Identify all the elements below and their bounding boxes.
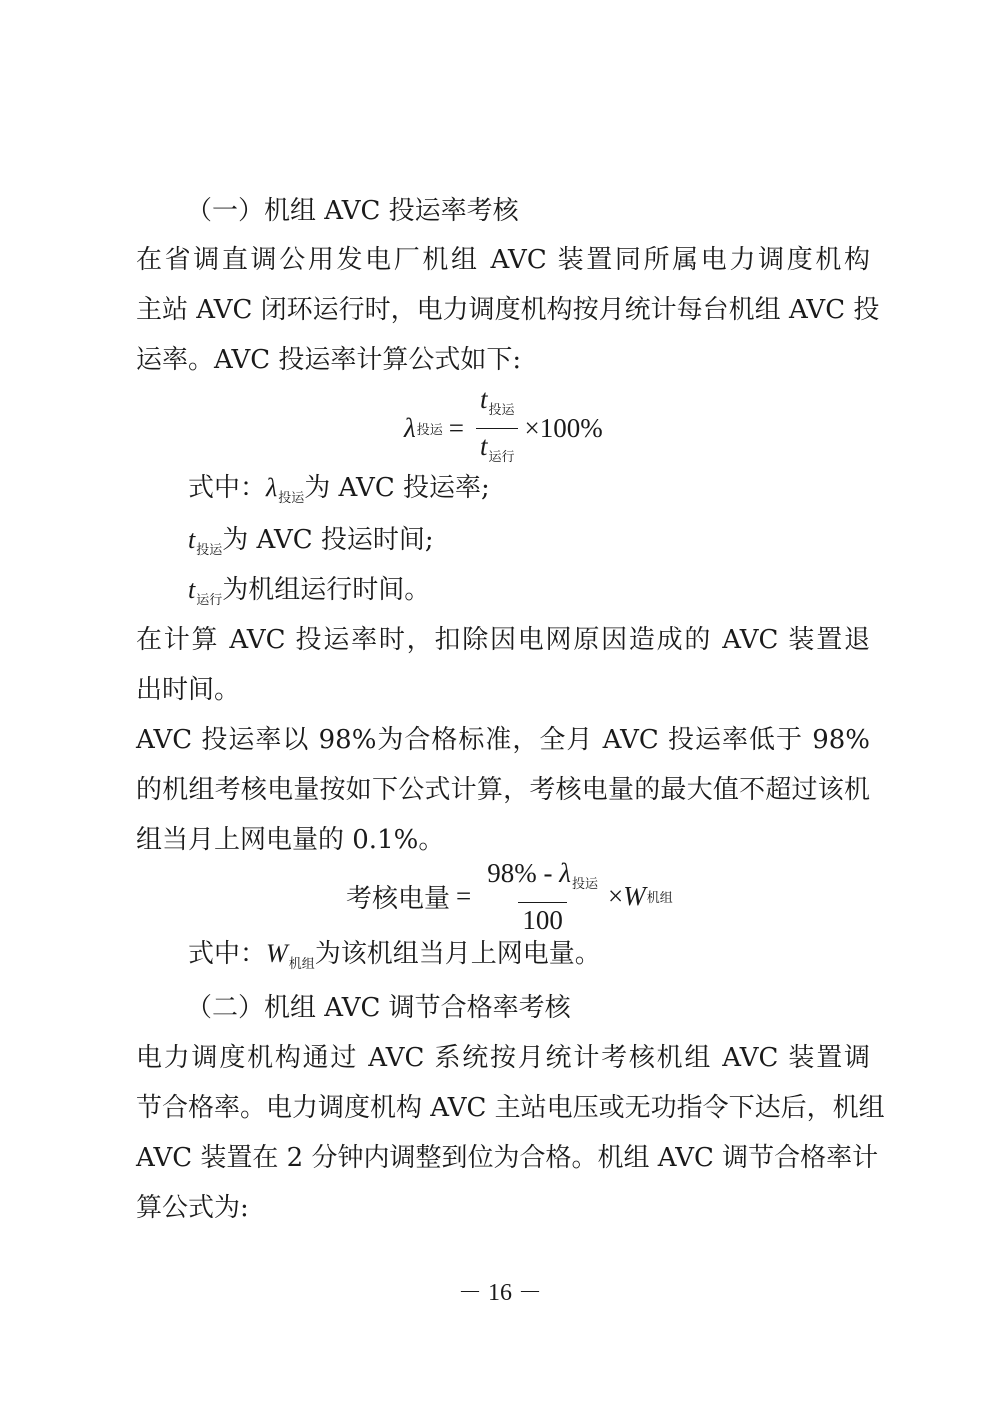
paragraph-line: 出时间。: [136, 675, 241, 705]
formula-symbol: t: [188, 525, 196, 554]
equals-sign: =: [456, 881, 472, 911]
formula-symbol: t: [188, 575, 196, 604]
formula-lhs: 考核电量: [346, 884, 451, 914]
formula-numerator-prefix: 98% -: [487, 858, 560, 888]
formula-tail: ×100%: [524, 413, 603, 443]
formula-subscript: 投运: [416, 423, 443, 438]
where-text: 为 AVC 投运率;: [304, 473, 490, 503]
formula-symbol: t: [479, 431, 488, 461]
fraction: [483, 858, 602, 935]
paragraph-line: 在省调直调公用发电厂机组 AVC 装置同所属电力调度机构: [136, 245, 870, 275]
times-sign: ×: [607, 881, 624, 911]
formula-symbol: λ: [266, 473, 278, 502]
formula-denominator: 100: [518, 902, 567, 935]
formula-subscript: 运行: [196, 593, 223, 608]
page-number: － 16 －: [458, 1280, 542, 1306]
paragraph-line: 节合格率。电力调度机构 AVC 主站电压或无功指令下达后，机组: [136, 1093, 885, 1123]
where-line-t-run: [188, 522, 1000, 569]
paragraph-line: 算公式为:: [136, 1193, 249, 1223]
formula-subscript: 运行: [488, 450, 515, 465]
paragraph-line: 主站 AVC 闭环运行时，电力调度机构按月统计每台机组 AVC 投: [136, 295, 880, 325]
where-prefix: 式中：: [188, 473, 267, 503]
formula-subscript: 投运: [571, 877, 598, 892]
paragraph-line: 的机组考核电量按如下公式计算，考核电量的最大值不超过该机: [136, 775, 870, 805]
formula-subscript: 机组: [288, 957, 315, 972]
where-text: 为该机组当月上网电量。: [314, 939, 601, 969]
paragraph-line: AVC 投运率以 98%为合格标准，全月 AVC 投运率低于 98%: [136, 725, 870, 755]
equals-sign: =: [448, 413, 464, 443]
paragraph-line: 在计算 AVC 投运率时，扣除因电网原因造成的 AVC 装置退: [136, 625, 870, 655]
where-text: 为机组运行时间。: [222, 575, 431, 605]
paragraph-line: AVC 装置在 2 分钟内调整到位为合格。机组 AVC 调节合格率计: [136, 1143, 879, 1173]
paragraph-line: 运率。AVC 投运率计算公式如下:: [136, 345, 522, 375]
paragraph-line: 电力调度机构通过 AVC 系统按月统计考核机组 AVC 装置调: [136, 1043, 870, 1073]
formula-symbol: W: [623, 881, 646, 911]
section-heading-2: （二）机组 AVC 调节合格率考核: [186, 993, 571, 1023]
section-heading-1: （一）机组 AVC 投运率考核: [186, 196, 519, 226]
fraction: [476, 384, 519, 473]
formula-symbol: λ: [559, 858, 571, 888]
formula-assessment-energy: [346, 858, 673, 935]
where-line-w: [188, 936, 1000, 983]
where-line-lambda: [188, 470, 1000, 517]
formula-subscript: 投运: [278, 491, 305, 506]
where-prefix: 式中：: [188, 939, 267, 969]
where-text: 为 AVC 投运时间;: [222, 525, 434, 555]
formula-avc-rate: [404, 384, 603, 473]
formula-symbol: t: [479, 384, 488, 414]
formula-symbol: W: [266, 939, 288, 968]
formula-subscript: 投运: [488, 403, 515, 418]
paragraph-line: 组当月上网电量的 0.1%。: [136, 825, 445, 855]
formula-subscript: 机组: [646, 891, 673, 906]
formula-symbol: λ: [404, 413, 416, 443]
formula-subscript: 投运: [196, 543, 223, 558]
where-line-t-operate: [188, 572, 1000, 619]
